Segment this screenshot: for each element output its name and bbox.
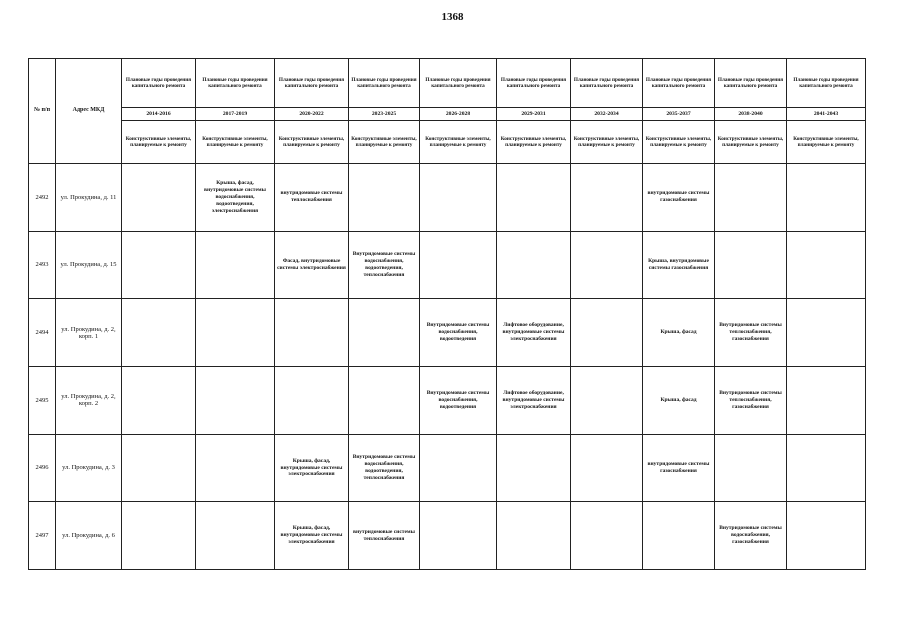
row-period-cell: [420, 502, 497, 570]
row-period-cell: Крыша, фасад: [643, 299, 715, 367]
row-address: ул. Прокудина, д. 2, корп. 1: [56, 299, 122, 367]
row-period-cell: Крыша, фасад, внутридомовые системы водоснабжения, водоотведения, электроснабжения: [196, 164, 275, 232]
header-years-row: [29, 108, 866, 121]
header-period-caption: Плановые годы проведения капитального ремонта: [715, 59, 787, 108]
header-period-caption: Плановые годы проведения капитального ремонта: [643, 59, 715, 108]
row-period-cell: [122, 434, 196, 502]
row-period-cell: [196, 434, 275, 502]
header-period-years: 2023-2025: [349, 108, 420, 121]
row-period-cell: [122, 502, 196, 570]
header-period-caption: Плановые годы проведения капитального ремонта: [275, 59, 349, 108]
header-period-elements: Конструктивные элементы, планируемые к ремонту: [349, 121, 420, 164]
row-period-cell: [787, 502, 866, 570]
header-period-elements: Конструктивные элементы, планируемые к ремонту: [787, 121, 866, 164]
table-row: [29, 502, 866, 570]
row-period-cell: [787, 434, 866, 502]
row-period-cell: [420, 164, 497, 232]
row-period-cell: [571, 164, 643, 232]
table-row: [29, 164, 866, 232]
row-period-cell: [497, 164, 571, 232]
row-period-cell: [122, 366, 196, 434]
row-address: ул. Прокудина, д. 2, корп. 2: [56, 366, 122, 434]
header-period-years: 2035-2037: [643, 108, 715, 121]
header-period-caption: Плановые годы проведения капитального ремонта: [497, 59, 571, 108]
header-period-years: 2017-2019: [196, 108, 275, 121]
row-period-cell: Внутридомовые системы водоснабжения, водоотведения: [420, 299, 497, 367]
row-period-cell: [275, 299, 349, 367]
row-period-cell: [787, 299, 866, 367]
row-address: ул. Прокудина, д. 15: [56, 231, 122, 299]
header-period-elements: Конструктивные элементы, планируемые к ремонту: [420, 121, 497, 164]
row-period-cell: [715, 231, 787, 299]
row-period-cell: Лифтовое оборудование, внутридомовые системы электроснабжения: [497, 366, 571, 434]
table-row: [29, 434, 866, 502]
row-period-cell: [497, 231, 571, 299]
header-period-years: 2041-2043: [787, 108, 866, 121]
header-period-caption: Плановые годы проведения капитального ремонта: [420, 59, 497, 108]
row-period-cell: Крыша, фасад, внутридомовые системы электроснабжения: [275, 434, 349, 502]
row-period-cell: [196, 231, 275, 299]
page-number: 1368: [441, 11, 464, 23]
row-address: ул. Прокудина, д. 3: [56, 434, 122, 502]
row-period-cell: Внутридомовые системы теплоснабжения, газоснабжения: [715, 299, 787, 367]
row-period-cell: Крыша, фасад: [643, 366, 715, 434]
header-number: № п/п: [29, 59, 56, 164]
row-number: 2494: [29, 299, 56, 367]
header-elements-row: [29, 121, 866, 164]
row-period-cell: Внутридомовые системы водоснабжения, водоотведения: [420, 366, 497, 434]
row-period-cell: [196, 366, 275, 434]
row-period-cell: [787, 164, 866, 232]
repair-schedule-table: [28, 58, 866, 570]
row-period-cell: [349, 299, 420, 367]
row-period-cell: [715, 434, 787, 502]
header-period-caption: Плановые годы проведения капитального ремонта: [787, 59, 866, 108]
row-period-cell: [643, 502, 715, 570]
row-period-cell: [122, 164, 196, 232]
row-period-cell: [122, 231, 196, 299]
row-period-cell: Лифтовое оборудование, внутридомовые системы электроснабжения: [497, 299, 571, 367]
row-period-cell: [497, 502, 571, 570]
header-period-years: 2029-2031: [497, 108, 571, 121]
header-period-years: 2038-2040: [715, 108, 787, 121]
row-period-cell: [715, 164, 787, 232]
header-period-elements: Конструктивные элементы, планируемые к ремонту: [715, 121, 787, 164]
row-period-cell: Крыша, фасад, внутридомовые системы электроснабжения: [275, 502, 349, 570]
row-period-cell: [122, 299, 196, 367]
header-period-elements: Конструктивные элементы, планируемые к ремонту: [497, 121, 571, 164]
table-row: [29, 231, 866, 299]
row-period-cell: [571, 231, 643, 299]
header-period-elements: Конструктивные элементы, планируемые к ремонту: [643, 121, 715, 164]
header-period-elements: Конструктивные элементы, планируемые к ремонту: [571, 121, 643, 164]
row-number: 2496: [29, 434, 56, 502]
header-period-caption: Плановые годы проведения капитального ремонта: [571, 59, 643, 108]
header-period-years: 2014-2016: [122, 108, 196, 121]
header-period-elements: Конструктивные элементы, планируемые к ремонту: [196, 121, 275, 164]
row-number: 2493: [29, 231, 56, 299]
row-period-cell: [349, 366, 420, 434]
row-period-cell: Крыша, внутридомовые системы газоснабжения: [643, 231, 715, 299]
header-address: Адрес МКД: [56, 59, 122, 164]
header-period-years: 2020-2022: [275, 108, 349, 121]
row-period-cell: [420, 231, 497, 299]
row-period-cell: [497, 434, 571, 502]
header-period-years: 2032-2034: [571, 108, 643, 121]
row-period-cell: [571, 502, 643, 570]
header-period-elements: Конструктивные элементы, планируемые к ремонту: [122, 121, 196, 164]
row-period-cell: [275, 366, 349, 434]
row-number: 2495: [29, 366, 56, 434]
row-address: ул. Прокудина, д. 11: [56, 164, 122, 232]
row-period-cell: [571, 434, 643, 502]
row-period-cell: внутридомовые системы газоснабжения: [643, 434, 715, 502]
row-period-cell: Фасад, внутридомовые системы электроснабжения: [275, 231, 349, 299]
row-address: ул. Прокудина, д. 6: [56, 502, 122, 570]
table-header: [29, 59, 866, 164]
header-period-elements: Конструктивные элементы, планируемые к ремонту: [275, 121, 349, 164]
row-period-cell: [571, 366, 643, 434]
header-period-years: 2026-2028: [420, 108, 497, 121]
row-period-cell: Внутридомовые системы водоснабжения, водоотведения, теплоснабжения: [349, 231, 420, 299]
row-number: 2492: [29, 164, 56, 232]
row-period-cell: [420, 434, 497, 502]
header-period-caption: Плановые годы проведения капитального ремонта: [349, 59, 420, 108]
row-period-cell: [349, 164, 420, 232]
table-row: [29, 366, 866, 434]
row-period-cell: [787, 366, 866, 434]
row-period-cell: Внутридомовые системы водоснабжения, водоотведения, теплоснабжения: [349, 434, 420, 502]
table-body: [29, 164, 866, 570]
row-number: 2497: [29, 502, 56, 570]
header-period-caption: Плановые годы проведения капитального ремонта: [122, 59, 196, 108]
row-period-cell: Внутридомовые системы теплоснабжения, газоснабжения: [715, 366, 787, 434]
row-period-cell: Внутридомовые системы водоснабжения, газоснабжения: [715, 502, 787, 570]
row-period-cell: внутридомовые системы теплоснабжения: [349, 502, 420, 570]
row-period-cell: [196, 299, 275, 367]
row-period-cell: [196, 502, 275, 570]
row-period-cell: внутридомовые системы газоснабжения: [643, 164, 715, 232]
table-row: [29, 299, 866, 367]
row-period-cell: внутридомовые системы теплоснабжения: [275, 164, 349, 232]
row-period-cell: [571, 299, 643, 367]
header-period-caption: Плановые годы проведения капитального ремонта: [196, 59, 275, 108]
header-caption-row: [29, 59, 866, 108]
row-period-cell: [787, 231, 866, 299]
